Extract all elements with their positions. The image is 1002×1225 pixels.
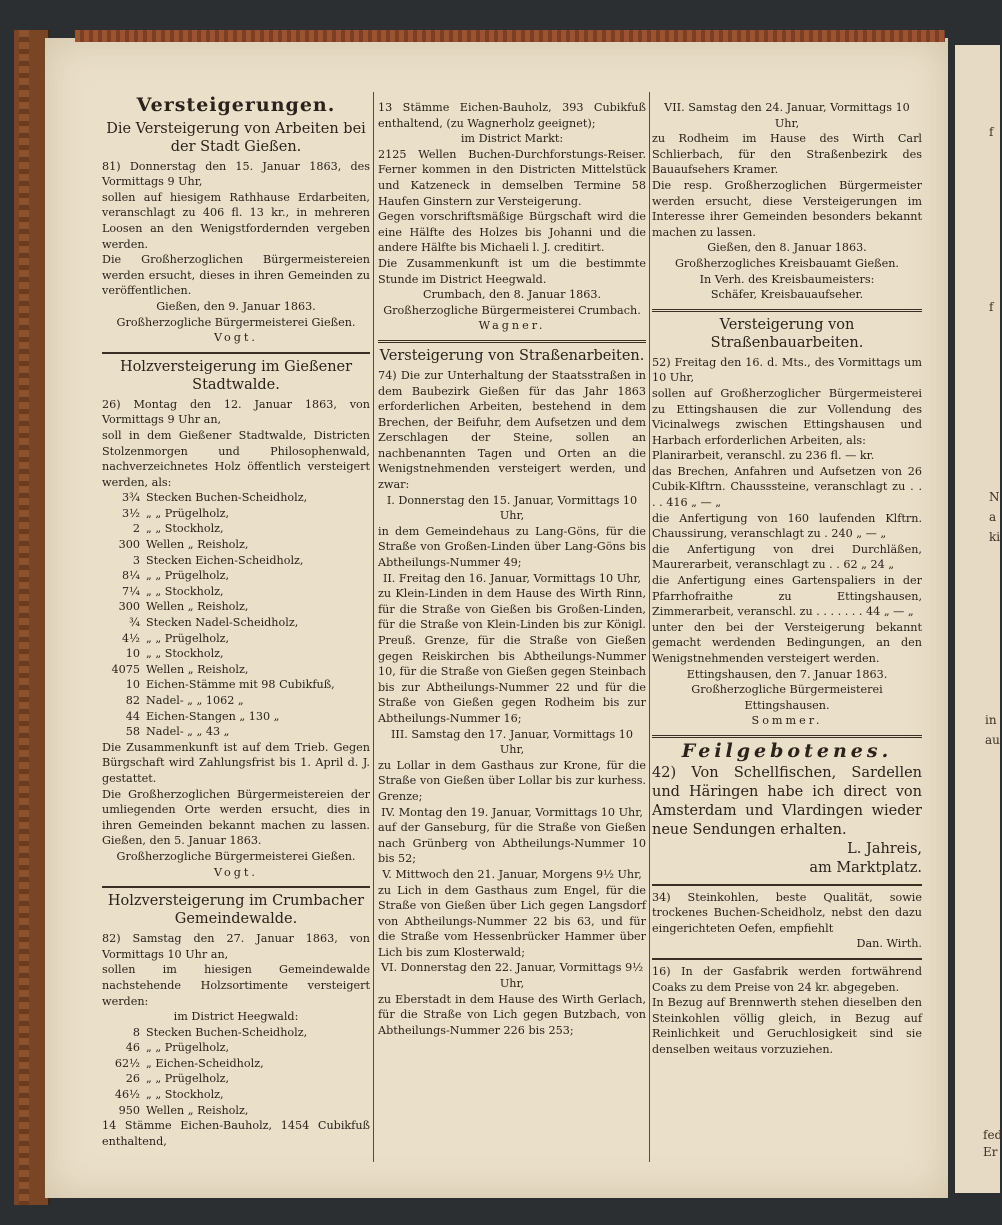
schedule-text: zu Lollar in dem Gasthaus zur Krone, für die Straße von Gießen über Lollar bis zur kurhess. Grenze; [378,758,646,803]
notice-authority: Großherzogliche Bürgermeisterei Ettingshausen. [691,683,883,712]
wood-list [102,1025,370,1119]
notice-text: 52) Freitag den 16. d. Mts., des Vormittags um 10 Uhr, [652,355,922,385]
notice-text: unter den bei der Versteigerung bekannt gemacht werdenden Bedingungen, an den Wenigstnehmenden versteigert werden. [652,620,922,665]
schedule-text: zu Rodheim im Hause des Wirth Carl Schlierbach, für den Straßenbezirk des Bauaufsehers Kramer. [652,132,922,177]
list-item: ¾ Stecken Nadel-Scheidholz, [129,616,299,630]
edge-fragment: fed [983,1128,1002,1142]
list-item: 44 Eichen-Stangen „ 130 „ [125,709,280,723]
schedule-date: III. Samstag den 17. Januar, Vormittags 10 Uhr, [391,727,633,757]
list-item: 26 „ „ Prügelholz, [125,1072,230,1086]
notice-authority: Großherzogliches Kreisbauamt Gießen. [674,256,899,270]
edge-fragment: f [989,300,994,314]
notice-date: Gießen, den 9. Januar 1863. [156,299,316,313]
ad-text: In Bezug auf Brennwerth stehen dieselben den Steinkohlen völlig gleich, in Bezug auf Reinlichkeit und Geruchlosigkeit sind sie denselben weitaus vorzuziehen. [652,996,922,1056]
notice-text: Gegen vorschriftsmäßige Bürgschaft wird die eine Hälfte des Holzes bis Johanni und die andere Hälfte bis Michaeli l. J. creditirt. [378,210,646,255]
edge-fragment: in [985,713,997,727]
cost-line: Planirarbeit, veranschl. zu 236 fl. — kr. [652,449,875,463]
notice-text: im District Heegwald: [173,1010,299,1024]
notice-date: Ettingshausen, den 7. Januar 1863. [686,667,888,681]
notice-text: 14 Stämme Eichen-Bauholz, 1454 Cubikfuß enthaltend, [102,1119,370,1148]
section-rule [652,735,922,738]
section-title: Feilgebotenes. [681,739,893,762]
list-item: 3 Stecken Eichen-Scheidholz, [132,553,304,567]
notice-text: im District Markt: [460,132,564,146]
notice-text: 82) Samstag den 27. Januar 1863, von Vormittags 10 Uhr an, [102,932,370,961]
list-item: 46 „ „ Prügelholz, [125,1041,230,1055]
schedule-date: V. Mittwoch den 21. Januar, Morgens 9½ Uhr, [382,867,642,881]
schedule-date: IV. Montag den 19. Januar, Vormittags 10 Uhr, [381,805,643,819]
section-rule [652,309,922,312]
edge-fragment: a [989,510,997,524]
section-rule [652,958,922,960]
notice-text: In Verh. des Kreisbaumeisters: [699,272,875,286]
ad-signature: am Marktplatz. [809,859,922,876]
ad-text: 34) Steinkohlen, beste Qualität, sowie trockenes Buchen-Scheidholz, nebst den dazu eingerichteten Oefen, empfiehlt [652,890,922,935]
notice-text: sollen auf hiesigem Rathhause Erdarbeiten, veranschlagt zu 406 fl. 13 kr., in mehreren Loosen an den Wenigstfordernden vergeben werden. [102,190,370,251]
schedule-date: VII. Samstag den 24. Januar, Vormittags 10 Uhr, [664,101,910,130]
notice-signature: Wagner. [478,319,546,333]
cost-line: die Anfertigung von 160 laufenden Klftrn. Chaussirung, veranschlagt zu . 240 „ — „ [652,511,922,541]
notice-authority: Großherzogliche Bürgermeisterei Crumbach. [383,303,641,317]
list-item: 300 Wellen „ Reisholz, [118,538,249,552]
column-divider [373,92,374,1162]
schedule-text: zu Klein-Linden in dem Hause des Wirth Rinn, für die Straße von Gießen bis Großen-Linden, für die Straße von Klein-Linden bis zur Königl. Preuß. Grenze, für die Straße von Gießen gegen Reiskirchen bis Abtheilungs-Nummer 10, für die Straße von Gießen gegen Steinbach bis zur Abtheilungs-Nummer 22 und für die Straße von Gießen gegen Rodheim bis zur Abtheilungs-Nummer 16; [378,587,646,725]
cost-line: das Brechen, Anfahren und Aufsetzen von 26 Cubik-Klftrn. Chausssteine, veranschlagt zu . . . . 416 „ — „ [652,464,922,510]
list-item: 10 „ „ Stockholz, [125,647,224,661]
notice-heading: Holzversteigerung im Crumbacher Gemeindewalde. [107,893,365,928]
notice-authority: Großherzogliche Bürgermeisterei Gießen. [116,849,356,863]
list-item: 7¼ „ „ Stockholz, [122,584,224,598]
section-rule [102,352,370,354]
notice-authority: Großherzogliche Bürgermeisterei Gießen. [116,315,356,329]
schedule-date: VI. Donnerstag den 22. Januar, Vormittags 9½ Uhr, [380,961,644,991]
schedule-date: II. Freitag den 16. Januar, Vormittags 10 Uhr, [382,571,642,585]
notice-text: 13 Stämme Eichen-Bauholz, 393 Cubikfuß enthaltend, (zu Wagnerholz geeignet); [378,101,646,130]
edge-fragment: au [985,733,1000,747]
schedule-date: I. Donnerstag den 15. Januar, Vormittags 10 Uhr, [386,493,638,523]
ad-signature: Dan. Wirth. [856,937,922,951]
section-title: Versteigerungen. [136,94,336,116]
list-item: 3½ „ „ Prügelholz, [122,506,230,520]
notice-date: Gießen, den 8. Januar 1863. [707,241,867,255]
notice-text: Die Großherzoglichen Bürgermeistereien der umliegenden Orte werden ersucht, dies in ihren Gemeinden bekannt machen zu lassen. Gießen, den 5. Januar 1863. [102,787,370,848]
cost-line: die Anfertigung eines Gartenspaliers in der Pfarrhofraithe zu Ettingshausen, Zimmerarbeit, veranschl. zu . . . . . . . 44 „ — „ [652,574,922,619]
notice-text: Die resp. Großherzoglichen Bürgermeister werden ersucht, diese Versteigerungen im Interesse ihrer Gemeinden besonders bekannt machen zu lassen. [652,178,922,239]
edge-fragment: N [989,490,1000,504]
list-item: 8¼ „ „ Prügelholz, [122,569,230,583]
list-item: 2 „ „ Stockholz, [132,522,224,536]
notice-text: 74) Die zur Unterhaltung der Staatsstraßen in dem Baubezirk Gießen für das Jahr 1863 erforderlichen Arbeiten, bestehend in dem Brechen, der Beifuhr, dem Aufsetzen und dem Zerschlagen der Steine, sollen an nachbenannten Tagen und Orten an die Wenigstnehmenden versteigert werden, und zwar: [378,368,646,492]
adjacent-page-edge [955,45,1000,1193]
notice-text: Die Zusammenkunft ist um die bestimmte Stunde im District Heegwald. [378,256,646,286]
list-item: 4075 Wellen „ Reisholz, [111,662,249,676]
schedule-text: zu Lich in dem Gasthaus zum Engel, für die Straße von Gießen über Lich gegen Langsdorf von Abtheilungs-Nummer 22 bis 63, und für die Straße vom Hessenbrücker Hammer über Lich bis zum Klosterwald; [378,883,646,959]
notice-signature: Sommer. [751,714,823,728]
cost-line: die Anfertigung von drei Durchläßen, Maurerarbeit, veranschlagt zu . . 62 „ 24 „ [652,542,922,572]
notice-text: 2125 Wellen Buchen-Durchforstungs-Reiser. Ferner kommen in den Districten Mittelstück und Katzeneck in demselben Termine 58 Haufen Ginstern zur Versteigerung. [378,147,646,208]
column-divider [649,92,650,1162]
notice-heading: Versteigerung von Straßenarbeiten. [379,347,645,364]
edge-fragment: ki [989,530,1001,544]
schedule-text: auf der Ganseburg, für die Straße von Gießen nach Grünberg von Abtheilungs-Nummer 10 bis 52; [378,821,646,866]
column-3 [652,100,922,1058]
list-item: 8 Stecken Buchen-Scheidholz, [132,1025,308,1039]
notice-heading: Versteigerung von Straßenbauarbeiten. [710,316,864,351]
notice-signature: Vogt. [213,865,258,879]
section-rule [102,886,370,888]
notice-text: soll in dem Gießener Stadtwalde, Districten Stolzenmorgen und Philosophenwald, nachverzeichnetes Holz öffentlich versteigert werden, als: [102,428,370,489]
list-item: 62½ „ Eichen-Scheidholz, [114,1056,264,1070]
list-item: 82 Nadel- „ „ 1062 „ [125,694,244,707]
list-item: 950 Wellen „ Reisholz, [118,1103,249,1117]
column-1 [102,60,370,1149]
notice-date: Crumbach, den 8. Januar 1863. [422,288,602,302]
column-2 [378,100,646,1038]
notice-text: sollen im hiesigen Gemeindewalde nachstehende Holzsortimente versteigert werden: [102,963,370,1008]
list-item: 3¾ Stecken Buchen-Scheidholz, [122,491,308,505]
list-item: 300 Wellen „ Reisholz, [118,600,249,614]
list-item: 4½ „ „ Prügelholz, [122,631,230,645]
schedule-text: in dem Gemeindehaus zu Lang-Göns, für die Straße von Großen-Linden über Lang-Göns bis Abtheilungs-Nummer 49; [378,524,646,570]
ad-text: 16) In der Gasfabrik werden fortwährend Coaks zu dem Preise von 24 kr. abgegeben. [652,964,922,994]
notice-signature: Vogt. [213,331,258,345]
section-rule [378,340,646,343]
notice-text: Die Großherzoglichen Bürgermeistereien werden ersucht, dieses in ihren Gemeinden zu veröffentlichen. [102,253,370,298]
wood-list [102,490,370,740]
binding-edge [75,30,945,42]
notice-text: 26) Montag den 12. Januar 1863, von Vormittags 9 Uhr an, [102,397,370,427]
notice-text: Die Zusammenkunft ist auf dem Trieb. Gegen Bürgschaft wird Zahlungsfrist bis 1. April d. J. gestattet. [102,740,370,785]
edge-fragment: Er [983,1145,998,1159]
schedule-text: zu Eberstadt in dem Hause des Wirth Gerlach, für die Straße von Lich gegen Butzbach, von Abtheilungs-Nummer 226 bis 253; [378,992,646,1037]
section-rule [652,884,922,886]
list-item: 10 Eichen-Stämme mit 98 Cubikfuß, [125,678,335,692]
notice-heading: Die Versteigerung von Arbeiten bei der Stadt Gießen. [106,120,366,155]
edge-fragment: f [989,125,994,139]
notice-signature: Schäfer, Kreisbauaufseher. [710,288,864,302]
notice-text: 81) Donnerstag den 15. Januar 1863, des Vormittags 9 Uhr, [102,159,370,189]
notice-heading: Holzversteigerung im Gießener Stadtwalde. [119,358,353,393]
list-item: 46½ „ „ Stockholz, [114,1088,224,1102]
ad-text: 42) Von Schellfischen, Sardellen und Häringen habe ich direct von Amsterdam und Vlardingen wieder neue Sendungen erhalten. [652,764,922,838]
ad-signature: L. Jahreis, [847,840,922,857]
list-item: 58 Nadel- „ „ 43 „ [125,725,230,739]
notice-text: sollen auf Großherzoglicher Bürgermeisterei zu Ettingshausen die zur Vollendung des Vicinalwegs zwischen Ettingshausen und Harbach erforderlichen Arbeiten, als: [652,386,922,447]
